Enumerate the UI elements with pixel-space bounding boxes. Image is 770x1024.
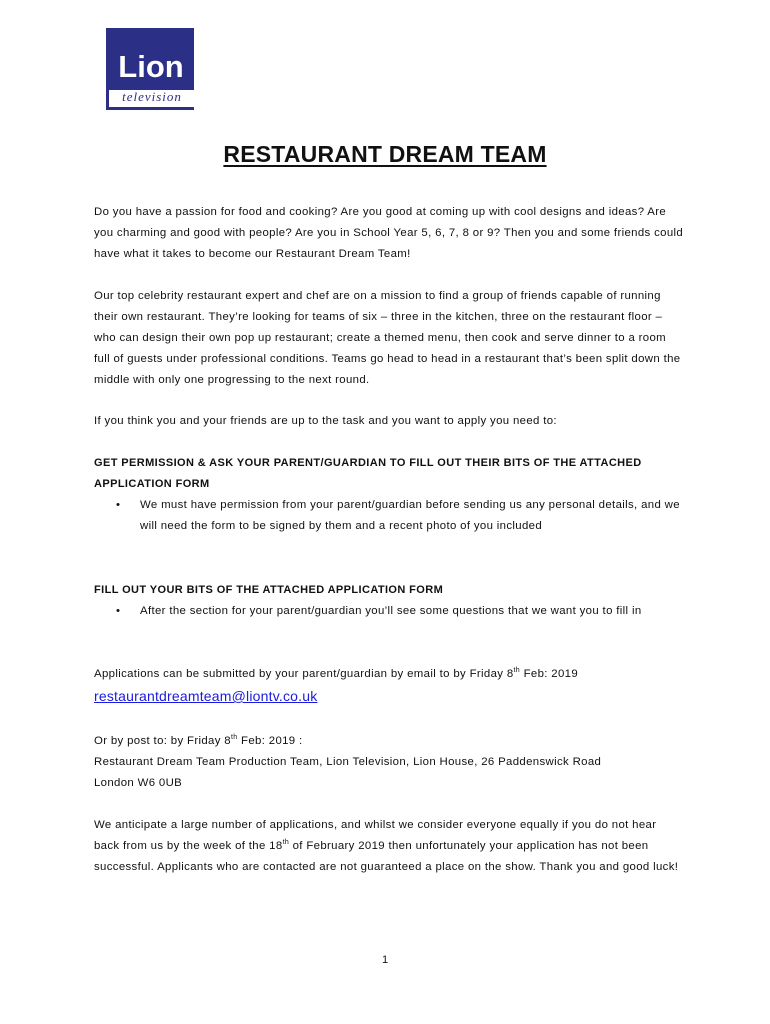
email-instructions-text: Applications can be submitted by your parent/guardian by email to by Friday 8 <box>94 668 514 680</box>
email-section <box>94 664 684 709</box>
post-instructions-text: Or by post to: by Friday 8 <box>94 735 231 747</box>
address-line-1: Restaurant Dream Team Production Team, Lion Television, Lion House, 26 Paddenswick Road <box>94 756 602 768</box>
page-title: RESTAURANT DREAM TEAM <box>223 141 547 167</box>
page-number: 1 <box>381 954 389 966</box>
step-1-heading: GET PERMISSION & ASK YOUR PARENT/GUARDIAN TO FILL OUT THEIR BITS OF THE ATTACHED APPLICATION FORM <box>94 457 642 490</box>
post-date-suffix: th <box>230 734 238 742</box>
post-instructions-tail: Feb: 2019 : <box>237 735 303 747</box>
mission-text: Our top celebrity restaurant expert and chef are on a mission to find a group of friends capable of running their own restaurant. They’re looking for teams of six – three in the kitchen, three on the restaurant floor – who can design their own pop up restaurant; create a themed menu, then cook and serve dinner to a room full of guests under professional conditions. Teams go head to head in a restaurant that’s been split down the middle with only one progressing to the next round. <box>94 290 681 386</box>
intro-text: Do you have a passion for food and cooking? Are you good at coming up with cool designs and ideas? Are you charming and good with people? Are you in School Year 5, 6, 7, 8 or 9? Then you and some friends could have what it takes to become our Restaurant Dream Team! <box>94 206 684 260</box>
bullet-icon: • <box>116 499 121 511</box>
mission-paragraph <box>94 286 684 391</box>
intro-paragraph <box>94 202 684 265</box>
apply-intro-paragraph <box>94 411 684 432</box>
address-line-2: London W6 0UB <box>94 777 183 789</box>
step-2-heading: FILL OUT YOUR BITS OF THE ATTACHED APPLICATION FORM <box>94 584 444 596</box>
step-2-section <box>94 580 684 622</box>
email-date-suffix: th <box>513 667 521 675</box>
closing-text-end: of February 2019 then unfortunately your application has not been successful. Applicants who are contacted are not guaranteed a place on the show. Thank you and good luck! <box>94 840 679 873</box>
step-1-section <box>94 453 684 537</box>
logo-word: Lion <box>118 49 184 84</box>
logo-underline-rule <box>106 107 194 110</box>
step-1-bullet-text: We must have permission from your parent/guardian before sending us any personal details, and we will need the form to be signed by them and a recent photo of you included <box>140 499 680 532</box>
email-instructions <box>94 664 684 685</box>
closing-paragraph <box>94 815 684 878</box>
step-2-bullet-text: After the section for your parent/guardian you’ll see some questions that we want you to fill in <box>140 605 642 617</box>
logo-subtitle: television <box>122 89 182 104</box>
apply-intro-text: If you think you and your friends are up to the task and you want to apply you need to: <box>94 415 557 427</box>
closing-text-start: We anticipate a large number of applications, and whilst we consider everyone equally if you do not hear back from us by the week of the 18 <box>94 819 657 852</box>
email-instructions-tail: Feb: 2019 <box>520 668 579 680</box>
post-section <box>94 731 684 794</box>
email-link[interactable]: restaurantdreamteam@liontv.co.uk <box>94 688 318 704</box>
email-line <box>94 686 684 709</box>
step-2-bullet <box>94 601 684 622</box>
step-1-bullet <box>94 495 684 537</box>
lion-television-logo <box>106 28 194 112</box>
closing-text <box>94 815 684 878</box>
bullet-icon: • <box>116 605 121 617</box>
closing-date-suffix: th <box>282 839 290 847</box>
post-instructions <box>94 731 684 752</box>
